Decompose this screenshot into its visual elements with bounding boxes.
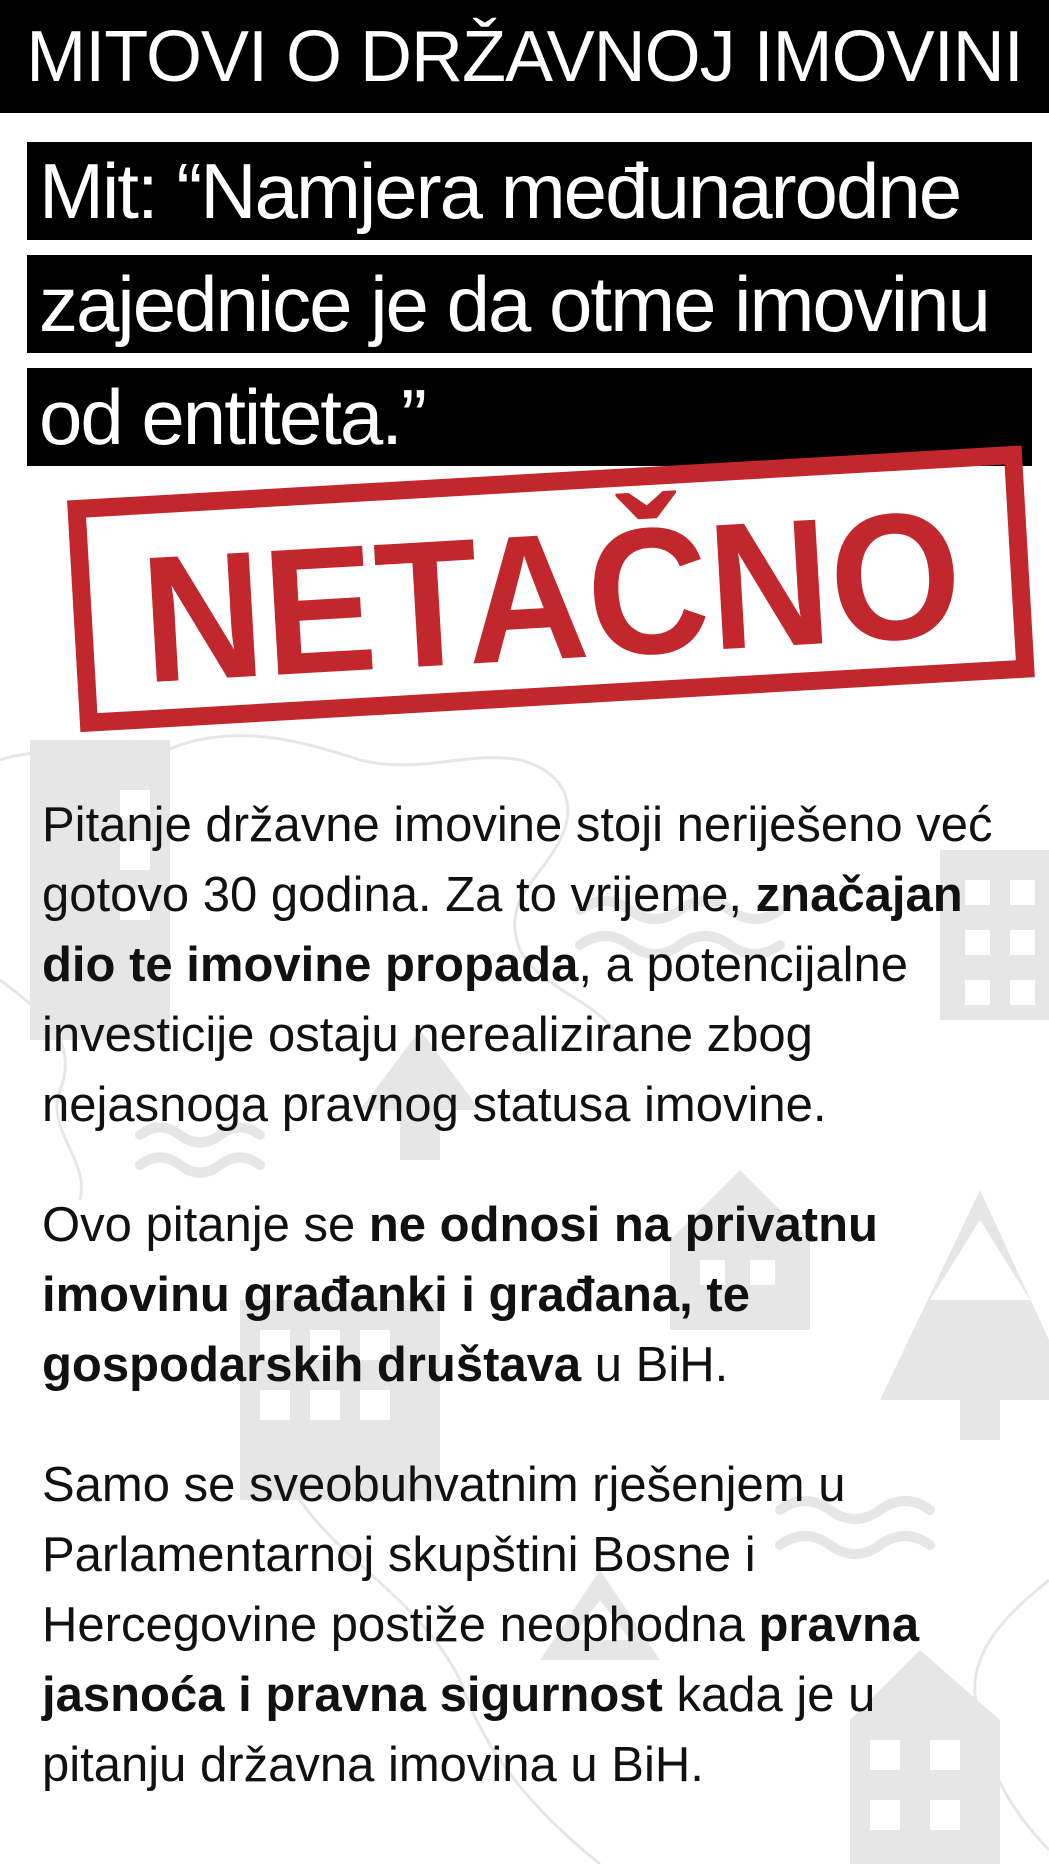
paragraph-2-text-2: u BiH. [581,1338,729,1392]
myth-line-1: Mit: “Namjera međunarodne [27,142,1032,240]
paragraph-1-text-1: Pitanje državne imovine stoji neriješeno već gotovo 30 godina. Za to vrijeme, [42,798,993,922]
paragraph-3-text-1: Samo se sveobuhvatnim rješenjem u Parlamentarnoj skupštini Bosne i Hercegovine postiže neophodna [42,1458,846,1652]
paragraph-3-bold: pravna jasnoća i pravna sigurnost [42,1598,920,1722]
paragraph-1 [42,790,1032,1140]
stamp-text: NETAČNO [136,470,1024,722]
paragraph-2-bold: ne odnosi na privatnu imovinu građanki i građana, te gospodarskih društava [42,1198,878,1392]
paragraph-3 [42,1450,1032,1800]
paragraph-2-text-1: Ovo pitanje se [42,1198,369,1252]
myth-line-2: zajednice je da otme imovinu [27,255,1032,353]
paragraph-2 [42,1190,1032,1400]
page-title: MITOVI O DRŽAVNOJ IMOVINI [0,0,1049,113]
main-text [42,790,1032,1850]
paragraph-3-text-2: kada je u pitanju državna imovina u BiH. [42,1668,876,1792]
stamp [0,0,1049,760]
myth-line-3: od entiteta.” [27,368,1032,466]
paragraph-1-bold: značajan dio te imovine propada [42,868,963,992]
paragraph-1-text-2: , a potencijalne investicije ostaju nerealizirane zbog nejasnoga pravnog statusa imovine. [42,938,908,1132]
